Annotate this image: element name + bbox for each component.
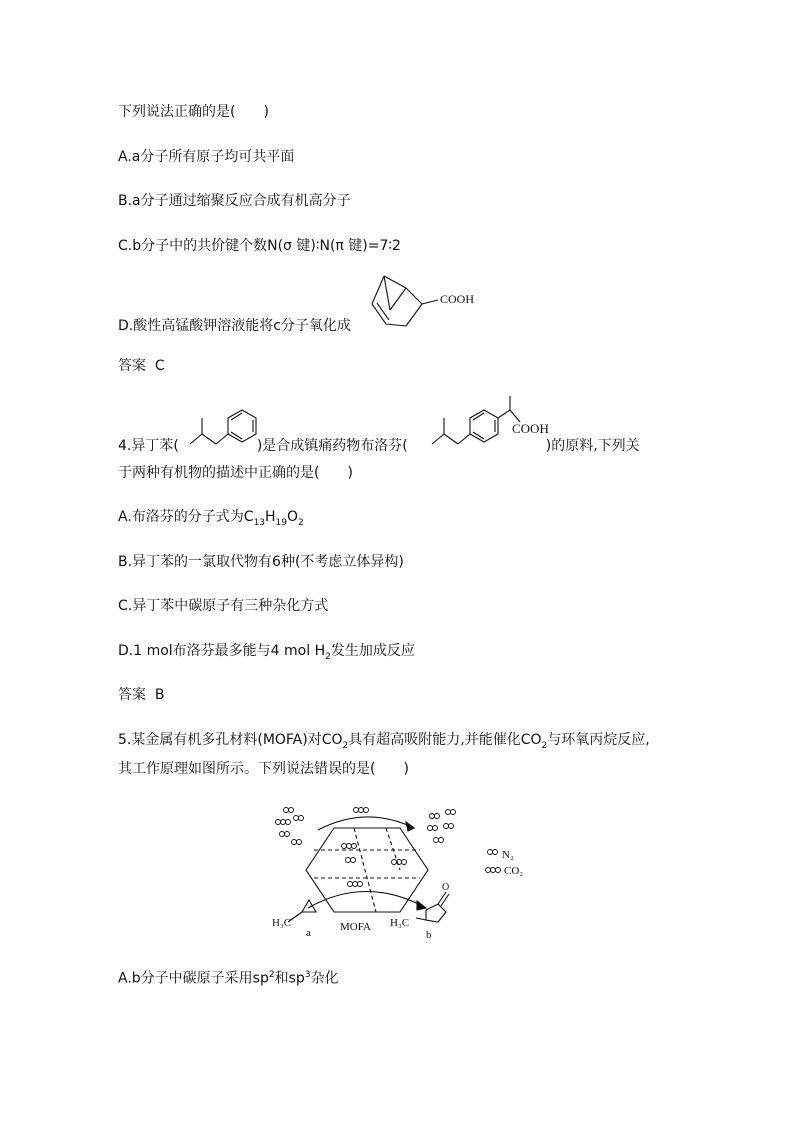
- label-b: b: [426, 929, 432, 940]
- q3-option-d: D.酸性高锰酸钾溶液能将c分子氧化成: [118, 318, 351, 334]
- q4-option-d: D.1 mol布洛芬最多能与4 mol $H_2$发生加成反应: [118, 643, 415, 662]
- q4-option-a: A.布洛芬的分子式为$C_{13}H_{19}O_2$: [118, 509, 304, 528]
- legend-n2: N₂: [502, 849, 514, 861]
- q3-answer: [118, 357, 165, 375]
- q5-stem-line1: 5.某金属有机多孔材料(MOFA)对$CO_2$具有超高吸附能力,并能催化$CO_2$与环氧丙烷反应,: [118, 732, 650, 751]
- q5-stem-line2: 其工作原理如图所示。下列说法错误的是( ): [118, 761, 409, 777]
- answer-label: 答案: [118, 687, 146, 703]
- q4-stem-line2: 于两种有机物的描述中正确的是( ): [118, 465, 353, 481]
- q3-option-b: B.a分子通过缩聚反应合成有机高分子: [118, 193, 351, 209]
- q3-stem: 下列说法正确的是( ): [118, 104, 269, 120]
- q4-stem-part3: )的原料,下列关: [545, 438, 640, 454]
- answer-value: B: [154, 687, 165, 703]
- mofa-diagram: [266, 800, 536, 940]
- cooh-label: COOH: [440, 292, 475, 306]
- o-label: O: [442, 882, 450, 893]
- answer-label: 答案: [118, 358, 146, 374]
- norbornene-acid-structure: [364, 270, 484, 336]
- mofa-label: MOFA: [340, 921, 371, 933]
- q4-option-c: C.异丁苯中碳原子有三种杂化方式: [118, 598, 329, 614]
- q4-stem-part2: )是合成镇痛药物布洛芬(: [256, 438, 408, 454]
- q5-option-a: A.b分子中碳原子采用$sp^2$和$sp^3$杂化: [118, 970, 339, 987]
- h3c-label-a: H₃C: [272, 917, 292, 929]
- label-a: a: [306, 927, 311, 939]
- answer-value: C: [154, 358, 165, 374]
- ibuprofen-structure: [428, 390, 568, 456]
- ibuprofen-cooh-label: COOH: [512, 421, 549, 436]
- q4-answer: [118, 686, 165, 704]
- isobutylbenzene-structure: [186, 400, 266, 456]
- q4-stem-part1: 4.异丁苯(: [118, 438, 179, 454]
- h3c-label-b: H₃C: [390, 917, 410, 929]
- q3-option-a: A.a分子所有原子均可共平面: [118, 149, 295, 165]
- legend-co2: CO₂: [504, 865, 524, 877]
- q3-option-c: C.b分子中的共价键个数N(σ 键)∶N(π 键)=7∶2: [118, 238, 401, 254]
- q4-option-b: B.异丁苯的一氯取代物有6种(不考虑立体异构): [118, 554, 404, 570]
